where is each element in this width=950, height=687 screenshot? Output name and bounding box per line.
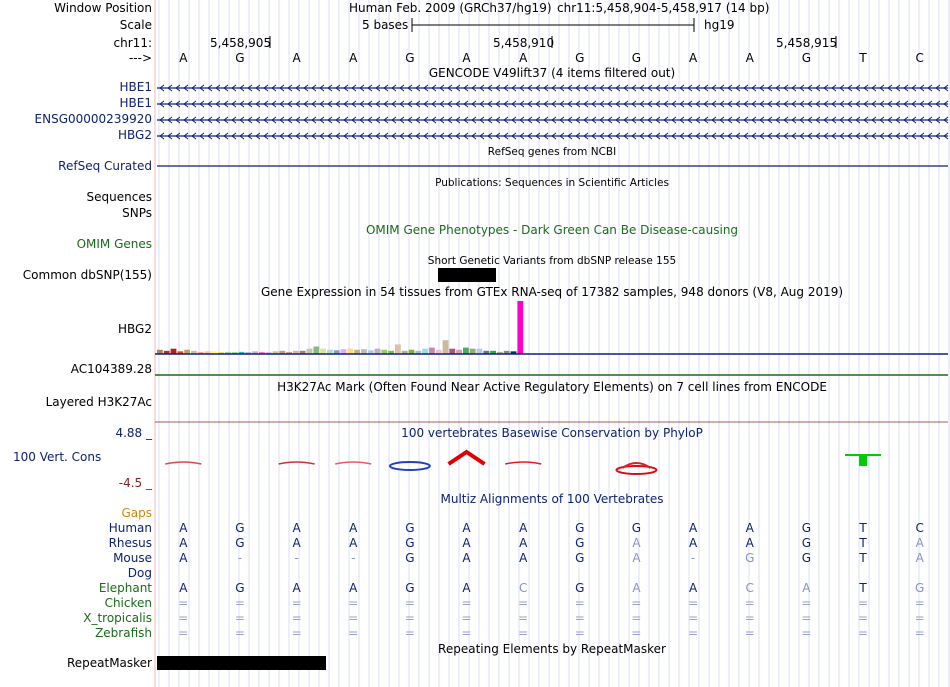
- multiz-base: G: [631, 521, 642, 535]
- multiz-base: =: [461, 626, 472, 640]
- multiz-track-title: Multiz Alignments of 100 Vertebrates: [440, 492, 664, 506]
- multiz-base: =: [291, 626, 302, 640]
- scale-label: Scale: [119, 18, 152, 32]
- gtex-tissue-bar: [443, 340, 449, 354]
- multiz-base: =: [858, 626, 869, 640]
- gtex-tissue-bar: [477, 349, 483, 354]
- multiz-base: G: [235, 536, 245, 550]
- phylop-score-mark: [859, 454, 867, 466]
- base-letter: G: [801, 51, 812, 65]
- multiz-base: A: [179, 551, 188, 565]
- multiz-base: A: [688, 536, 698, 550]
- gtex-tissue-bar: [422, 349, 428, 354]
- publications-track-title: Publications: Sequences in Scientific Articles: [435, 177, 669, 189]
- repeatmasker-track-title: Repeating Elements by RepeatMasker: [438, 642, 666, 656]
- dbsnp-label[interactable]: Common dbSNP(155): [22, 268, 152, 282]
- phylop-score-mark: [165, 462, 201, 464]
- base-letter: A: [688, 51, 698, 65]
- gtex-tissue-bar: [307, 349, 313, 354]
- multiz-base: T: [859, 551, 867, 565]
- multiz-base: G: [575, 581, 585, 595]
- multiz-base: A: [688, 581, 698, 595]
- multiz-base: G: [575, 521, 585, 535]
- multiz-species-label[interactable]: Zebrafish: [95, 626, 152, 640]
- multiz-base: G: [801, 536, 812, 550]
- strand-arrow-label: --->: [128, 51, 152, 65]
- multiz-species-label[interactable]: Elephant: [98, 581, 152, 595]
- multiz-base: =: [688, 611, 699, 625]
- multiz-base: A: [745, 536, 754, 550]
- gtex-tissue-bar: [463, 348, 469, 354]
- base-letter: A: [349, 51, 358, 65]
- base-letter: G: [575, 51, 585, 65]
- multiz-base: =: [178, 611, 189, 625]
- multiz-base: =: [574, 611, 585, 625]
- multiz-base: A: [519, 536, 528, 550]
- multiz-base: =: [914, 596, 925, 610]
- multiz-base: =: [631, 626, 642, 640]
- base-letter: G: [405, 51, 415, 65]
- multiz-base: A: [462, 551, 471, 565]
- multiz-base: =: [348, 626, 359, 640]
- multiz-base: A: [632, 581, 641, 595]
- multiz-base: A: [349, 581, 358, 595]
- phylop-score-mark: [335, 462, 371, 464]
- dbsnp-variant-block[interactable]: [438, 268, 496, 282]
- multiz-species-label[interactable]: Rhesus: [108, 536, 152, 550]
- multiz-base: G: [405, 536, 415, 550]
- gencode-item-ensg[interactable]: ENSG00000239920: [34, 112, 152, 126]
- multiz-base: =: [801, 626, 812, 640]
- multiz-base: A: [802, 581, 811, 595]
- position-tick-1: 5,458,905: [210, 36, 272, 50]
- publications-snps-label[interactable]: SNPs: [122, 206, 152, 220]
- multiz-base: -: [690, 551, 696, 565]
- multiz-base: =: [688, 626, 699, 640]
- multiz-base: =: [518, 596, 529, 610]
- base-letter: T: [859, 51, 867, 65]
- base-letter: A: [519, 51, 528, 65]
- multiz-base: =: [801, 611, 812, 625]
- multiz-base: =: [744, 626, 755, 640]
- scale-bar-text: 5 bases: [362, 18, 409, 32]
- multiz-base: A: [915, 551, 924, 565]
- base-letter: A: [462, 51, 471, 65]
- multiz-base: =: [688, 596, 699, 610]
- gtex-tissue-bar: [375, 349, 381, 354]
- multiz-base: C: [518, 581, 528, 595]
- multiz-species-label[interactable]: X_tropicalis: [83, 611, 152, 625]
- multiz-base: =: [518, 611, 529, 625]
- multiz-base: =: [348, 611, 359, 625]
- multiz-species-label[interactable]: Human: [108, 521, 152, 535]
- gtex-tissue-bar: [429, 348, 435, 354]
- multiz-base: =: [404, 626, 415, 640]
- gencode-item-hbe1-b[interactable]: HBE1: [119, 96, 152, 110]
- multiz-base: A: [632, 551, 641, 565]
- multiz-base: G: [801, 551, 812, 565]
- chrom-label: chr11:: [113, 36, 152, 50]
- multiz-base: =: [234, 596, 245, 610]
- repeatmasker-label[interactable]: RepeatMasker: [66, 656, 152, 670]
- multiz-base: A: [179, 581, 188, 595]
- multiz-base: =: [914, 626, 925, 640]
- base-letter: G: [235, 51, 245, 65]
- multiz-base: =: [914, 611, 925, 625]
- gtex-tissue-bar: [449, 349, 455, 354]
- multiz-base: =: [801, 596, 812, 610]
- multiz-base: A: [745, 521, 754, 535]
- refseq-label[interactable]: RefSeq Curated: [58, 159, 152, 173]
- gtex-tissue-bar: [313, 347, 319, 354]
- db-label: hg19: [704, 18, 735, 32]
- gencode-track-title: GENCODE V49lift37 (4 items filtered out): [428, 66, 676, 80]
- base-letter: C: [915, 51, 924, 65]
- omim-label[interactable]: OMIM Genes: [76, 237, 152, 251]
- gtex-gene-label[interactable]: HBG2: [118, 322, 152, 336]
- dbsnp-track-title: Short Genetic Variants from dbSNP release 155: [427, 255, 677, 267]
- multiz-base: C: [745, 581, 754, 595]
- multiz-base: G: [405, 521, 415, 535]
- multiz-base: T: [859, 536, 867, 550]
- region-label: chr11:5,458,904-5,458,917 (14 bp): [557, 1, 770, 15]
- multiz-base: A: [349, 536, 358, 550]
- refseq-track-title: RefSeq genes from NCBI: [487, 146, 617, 158]
- phylop-score-mark: [505, 462, 541, 464]
- multiz-base: G: [575, 536, 585, 550]
- multiz-base: =: [631, 596, 642, 610]
- multiz-base: -: [294, 551, 299, 565]
- multiz-gaps-label: Gaps: [121, 506, 152, 520]
- multiz-base: A: [179, 536, 188, 550]
- multiz-base: A: [292, 536, 301, 550]
- phylop-track-title: 100 vertebrates Basewise Conservation by PhyloP: [401, 426, 703, 440]
- phylop-min-label: -4.5 _: [118, 476, 152, 490]
- gtex-tissue-bar: [320, 349, 326, 354]
- multiz-base: =: [858, 596, 869, 610]
- base-letter: G: [631, 51, 642, 65]
- multiz-base: A: [349, 521, 358, 535]
- publications-sequences-label[interactable]: Sequences: [86, 190, 152, 204]
- multiz-base: A: [915, 536, 924, 550]
- multiz-base: A: [462, 521, 471, 535]
- gtex-tissue-bar: [517, 301, 523, 354]
- multiz-base: =: [631, 611, 642, 625]
- multiz-base: =: [574, 626, 585, 640]
- multiz-base: =: [234, 611, 245, 625]
- phylop-label[interactable]: 100 Vert. Cons: [13, 450, 102, 464]
- gtex-tissue-bar: [171, 349, 177, 354]
- multiz-base: =: [404, 611, 415, 625]
- gtex-tissue-bar: [347, 349, 353, 354]
- window-position-label: Window Position: [54, 1, 152, 15]
- gencode-item-hbg2[interactable]: HBG2: [118, 128, 152, 142]
- multiz-base: =: [404, 596, 415, 610]
- position-tick-3: 5,458,915: [776, 36, 838, 50]
- multiz-base: =: [178, 596, 189, 610]
- multiz-base: A: [519, 521, 528, 535]
- multiz-base: A: [292, 581, 301, 595]
- base-letter: A: [745, 51, 754, 65]
- repeatmasker-element[interactable]: [157, 656, 326, 670]
- multiz-base: A: [462, 536, 471, 550]
- multiz-base: =: [291, 611, 302, 625]
- multiz-species-label[interactable]: Mouse: [113, 551, 152, 565]
- multiz-base: G: [915, 581, 925, 595]
- multiz-base: G: [575, 551, 585, 565]
- multiz-species-label[interactable]: Chicken: [104, 596, 152, 610]
- multiz-base: =: [348, 596, 359, 610]
- base-letter: A: [292, 51, 301, 65]
- h3k27ac-label[interactable]: Layered H3K27Ac: [45, 395, 152, 409]
- multiz-base: A: [179, 521, 188, 535]
- multiz-base: T: [859, 581, 867, 595]
- multiz-base: G: [801, 521, 812, 535]
- assembly-label: Human Feb. 2009 (GRCh37/hg19): [349, 1, 552, 15]
- multiz-base: C: [915, 521, 924, 535]
- omim-track-title: OMIM Gene Phenotypes - Dark Green Can Be Disease-causing: [365, 223, 739, 237]
- multiz-base: G: [235, 581, 245, 595]
- multiz-base: T: [859, 521, 867, 535]
- ac-gene-label[interactable]: AC104389.28: [70, 362, 152, 376]
- multiz-species-label[interactable]: Dog: [127, 566, 152, 580]
- multiz-base: A: [462, 581, 471, 595]
- multiz-base: =: [461, 596, 472, 610]
- multiz-base: G: [745, 551, 755, 565]
- multiz-base: -: [237, 551, 243, 565]
- multiz-base: =: [744, 611, 755, 625]
- phylop-max-label: 4.88 _: [115, 426, 152, 440]
- multiz-base: A: [519, 551, 528, 565]
- multiz-base: G: [405, 581, 415, 595]
- multiz-base: G: [235, 521, 245, 535]
- gencode-item-hbe1-a[interactable]: HBE1: [119, 80, 152, 94]
- multiz-base: G: [405, 551, 415, 565]
- position-tick-2: 5,458,910: [493, 36, 555, 50]
- multiz-base: =: [234, 626, 245, 640]
- multiz-base: -: [351, 551, 356, 565]
- phylop-score-mark: [279, 462, 315, 464]
- phylop-score-mark: [390, 462, 430, 470]
- h3k27ac-track-title: H3K27Ac Mark (Often Found Near Active Regulatory Elements) on 7 cell lines from ENCODE: [277, 380, 827, 394]
- multiz-base: =: [858, 611, 869, 625]
- gtex-tissue-bar: [395, 344, 401, 354]
- base-letter: A: [179, 51, 188, 65]
- multiz-base: =: [518, 626, 529, 640]
- multiz-base: =: [291, 596, 302, 610]
- multiz-base: =: [574, 596, 585, 610]
- gtex-track-title: Gene Expression in 54 tissues from GTEx RNA-seq of 17382 samples, 948 donors (V8, Aug 2019): [260, 285, 844, 299]
- multiz-base: =: [744, 596, 755, 610]
- multiz-base: A: [292, 521, 301, 535]
- gtex-tissue-bar: [470, 349, 476, 354]
- multiz-base: A: [688, 521, 698, 535]
- multiz-base: =: [178, 626, 189, 640]
- multiz-base: A: [632, 536, 641, 550]
- multiz-base: =: [461, 611, 472, 625]
